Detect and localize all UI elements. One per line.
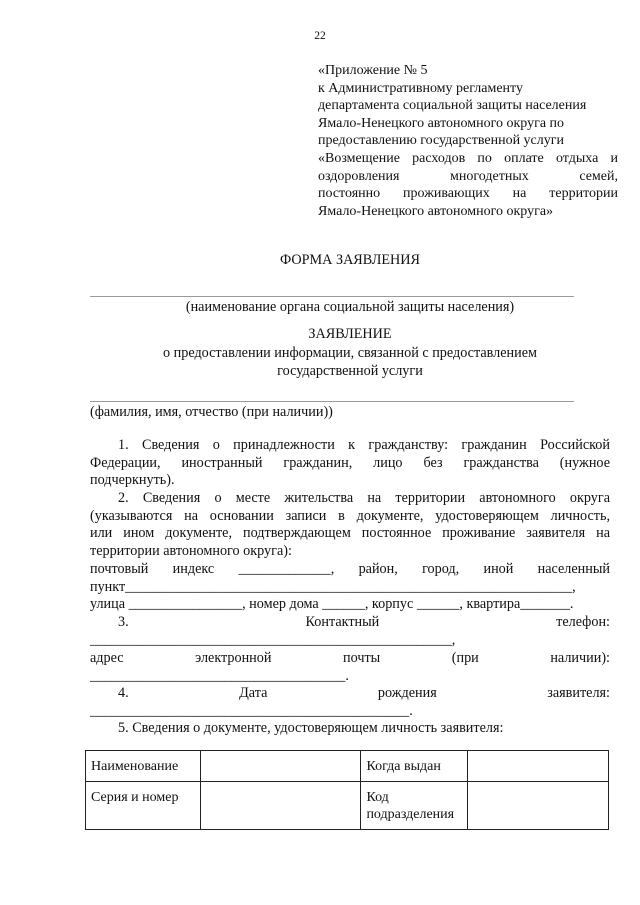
doc-subtitle-2: государственной услуги bbox=[277, 363, 423, 379]
annex-line: департамента социальной защиты населения bbox=[318, 98, 587, 114]
form-title: ФОРМА ЗАЯВЛЕНИЯ bbox=[280, 252, 420, 268]
table-cell-series-value[interactable] bbox=[200, 782, 361, 830]
annex-line: «Возмещение расходов по оплате отдыха и bbox=[318, 150, 618, 166]
annex-line: к Административному регламенту bbox=[318, 80, 523, 96]
address-block bbox=[90, 561, 610, 614]
postal-index-line: почтовый индекс _____________, район, город, иной населенный bbox=[90, 561, 610, 577]
item-1-line: 1. Сведения о принадлежности к гражданству: гражданин Российской bbox=[118, 437, 610, 453]
table-cell-name-label: Наименование bbox=[86, 751, 201, 782]
birthdate-line: _____________________________________________. bbox=[90, 702, 413, 719]
identity-document-table bbox=[85, 750, 609, 830]
item-2-line: или ином документе, подтверждающем постоянное проживание заявителя на bbox=[90, 525, 610, 542]
annex-line: «Приложение № 5 bbox=[318, 63, 428, 78]
item-1 bbox=[90, 437, 610, 490]
table-cell-issued-label: Когда выдан bbox=[361, 751, 468, 782]
item-1-line: подчеркнуть). bbox=[90, 472, 175, 489]
locality-line: пункт_______________________________________________________________, bbox=[90, 578, 576, 595]
annex-header bbox=[318, 62, 618, 220]
item-2-line: 2. Сведения о месте жительства на территории автономного округа bbox=[118, 490, 610, 506]
annex-line: Ямало-Ненецкого автономного округа» bbox=[318, 203, 554, 219]
annex-line: постоянно проживающих на территории bbox=[318, 186, 618, 202]
table-cell-code-label bbox=[361, 782, 468, 830]
birthdate-label: 4. Дата рождения заявителя: bbox=[118, 685, 610, 701]
table-row bbox=[86, 751, 609, 782]
doc-subtitle-1: о предоставлении информации, связанной с предоставлением bbox=[163, 345, 537, 361]
phone-line: ___________________________________________________, bbox=[90, 631, 456, 648]
item-4 bbox=[90, 685, 610, 720]
item-5: 5. Сведения о документе, удостоверяющем личность заявителя: bbox=[118, 720, 504, 736]
item-3 bbox=[90, 614, 610, 649]
doc-title: ЗАЯВЛЕНИЕ bbox=[308, 326, 392, 342]
email-block bbox=[90, 650, 610, 685]
annex-line: Ямало-Ненецкого автономного округа по bbox=[318, 115, 565, 131]
organ-name-line bbox=[90, 296, 574, 297]
phone-label: 3. Контактный телефон: bbox=[118, 614, 610, 630]
item-2-line: (указываются на основании записи в документе, удостоверяющем личность, bbox=[90, 507, 610, 524]
table-cell-series-label: Серия и номер bbox=[86, 782, 201, 830]
table-cell-code-value[interactable] bbox=[468, 782, 609, 830]
organ-caption: (наименование органа социальной защиты населения) bbox=[185, 299, 515, 315]
street-line: улица ________________, номер дома ______, корпус ______, квартира_______. bbox=[90, 596, 574, 613]
item-1-line: Федерации, иностранный гражданин, лицо без гражданства (нужное bbox=[90, 454, 610, 471]
email-label: адрес электронной почты (при наличии): bbox=[90, 650, 610, 666]
page-number: 22 bbox=[314, 30, 326, 42]
code-label-line: Код bbox=[366, 790, 389, 805]
annex-line: оздоровления многодетных семей, bbox=[318, 168, 618, 184]
table-row bbox=[86, 782, 609, 830]
fio-line bbox=[90, 401, 574, 402]
fio-caption: (фамилия, имя, отчество (при наличии)) bbox=[90, 404, 333, 420]
annex-line: предоставлению государственной услуги bbox=[318, 133, 564, 149]
email-line: ____________________________________. bbox=[90, 667, 349, 684]
table-cell-name-value[interactable] bbox=[200, 751, 361, 782]
code-label-line: подразделения bbox=[366, 807, 455, 822]
item-2-line: территории автономного округа): bbox=[90, 542, 292, 559]
item-2 bbox=[90, 490, 610, 560]
table-cell-issued-value[interactable] bbox=[468, 751, 609, 782]
